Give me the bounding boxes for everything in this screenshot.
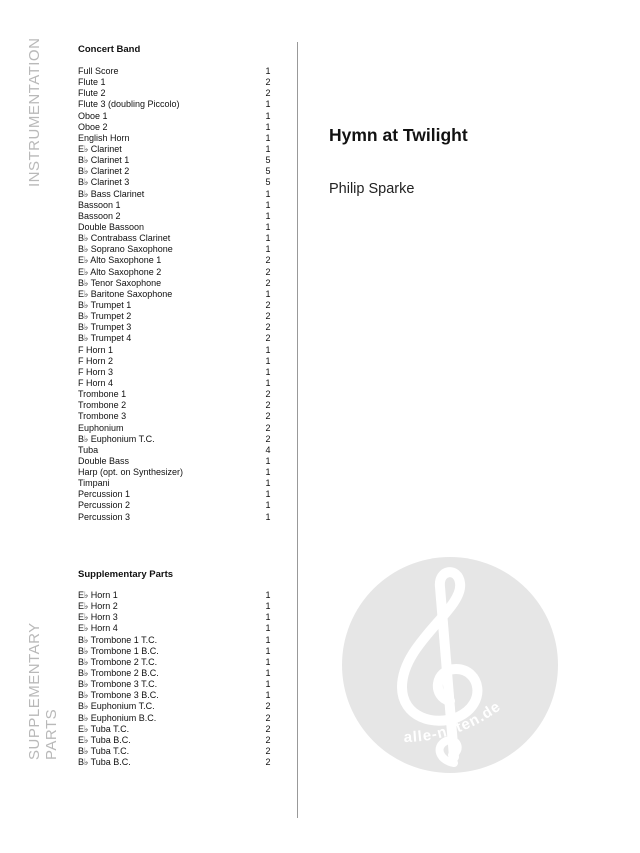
list-item <box>78 679 273 690</box>
instrument-name: Euphonium <box>78 422 124 433</box>
instrument-name: Trombone 3 <box>78 411 127 422</box>
instrumentation-label: INSTRUMENTATION <box>26 37 43 187</box>
list-item <box>78 646 273 657</box>
instrument-name: B♭ Euphonium B.C. <box>78 712 157 723</box>
instrument-name: Percussion 2 <box>78 500 131 511</box>
instrument-name: E♭ Horn 3 <box>78 612 118 623</box>
part-quantity: 2 <box>265 433 271 444</box>
composer-name: Philip Sparke <box>329 181 415 197</box>
list-item <box>78 701 273 712</box>
instrument-name: Percussion 3 <box>78 511 131 522</box>
instrument-name: E♭ Alto Saxophone 2 <box>78 266 162 277</box>
part-quantity: 1 <box>265 244 271 255</box>
list-item <box>78 189 273 200</box>
list-item <box>78 378 273 389</box>
part-quantity: 1 <box>265 623 271 634</box>
instrument-name: B♭ Trombone 1 T.C. <box>78 634 158 645</box>
instrument-name: B♭ Trumpet 2 <box>78 311 132 322</box>
part-quantity: 2 <box>265 77 271 88</box>
instrument-name: B♭ Tuba T.C. <box>78 745 130 756</box>
instrument-name: F Horn 3 <box>78 366 114 377</box>
instrument-name: B♭ Soprano Saxophone <box>78 244 173 255</box>
part-quantity: 1 <box>265 110 271 121</box>
instrument-name: Full Score <box>78 66 119 76</box>
part-quantity: 1 <box>265 344 271 355</box>
watermark <box>342 557 558 773</box>
instrument-name: E♭ Clarinet <box>78 143 122 154</box>
list-item <box>78 267 273 278</box>
list-item <box>78 155 273 166</box>
instrument-name: Flute 2 <box>78 88 106 99</box>
part-quantity: 2 <box>265 712 271 723</box>
instrument-name: Harp (opt. on Synthesizer) <box>78 467 184 478</box>
instrument-name: Flute 1 <box>78 77 106 88</box>
list-item <box>78 289 273 300</box>
instrument-name: Oboe 1 <box>78 110 108 121</box>
list-item <box>78 635 273 646</box>
list-item <box>78 144 273 155</box>
part-quantity: 2 <box>265 723 271 734</box>
instrument-name: B♭ Euphonium T.C. <box>78 701 155 712</box>
concert-band-list <box>78 66 273 523</box>
part-quantity: 1 <box>265 667 271 678</box>
instrument-name: Flute 3 (doubling Piccolo) <box>78 99 180 110</box>
part-quantity: 1 <box>265 634 271 645</box>
instrument-name: B♭ Tuba B.C. <box>78 757 131 768</box>
list-item <box>78 434 273 445</box>
instrument-name: Timpani <box>78 478 110 489</box>
part-quantity: 1 <box>265 210 271 221</box>
concert-band-heading: Concert Band <box>78 44 141 55</box>
list-item <box>78 211 273 222</box>
list-item <box>78 400 273 411</box>
list-item <box>78 713 273 724</box>
list-item <box>78 500 273 511</box>
list-item <box>78 601 273 612</box>
list-item <box>78 423 273 434</box>
instrument-name: B♭ Trumpet 4 <box>78 333 132 344</box>
instrument-name: E♭ Tuba T.C. <box>78 723 130 734</box>
part-quantity: 1 <box>265 656 271 667</box>
instrument-name: E♭ Baritone Saxophone <box>78 288 173 299</box>
instrument-name: B♭ Euphonium T.C. <box>78 433 155 444</box>
instrument-name: B♭ Tenor Saxophone <box>78 277 162 288</box>
instrument-name: E♭ Horn 2 <box>78 601 118 612</box>
list-item <box>78 668 273 679</box>
part-quantity: 1 <box>265 511 271 522</box>
list-item <box>78 244 273 255</box>
part-quantity: 1 <box>265 188 271 199</box>
list-item <box>78 222 273 233</box>
piece-title: Hymn at Twilight <box>329 125 468 145</box>
part-quantity: 1 <box>265 377 271 388</box>
part-quantity: 1 <box>265 645 271 656</box>
list-item <box>78 333 273 344</box>
part-quantity: 1 <box>265 500 271 511</box>
instrument-name: Double Bass <box>78 455 130 466</box>
list-item <box>78 255 273 266</box>
part-quantity: 2 <box>265 266 271 277</box>
instrument-name: E♭ Alto Saxophone 1 <box>78 255 162 266</box>
list-item <box>78 657 273 668</box>
part-quantity: 1 <box>265 288 271 299</box>
list-item <box>78 122 273 133</box>
part-quantity: 1 <box>265 143 271 154</box>
part-quantity: 2 <box>265 322 271 333</box>
list-item <box>78 311 273 322</box>
list-item <box>78 88 273 99</box>
instrument-name: B♭ Trombone 1 B.C. <box>78 645 159 656</box>
part-quantity: 2 <box>265 255 271 266</box>
list-item <box>78 512 273 523</box>
list-item <box>78 623 273 634</box>
part-quantity: 2 <box>265 411 271 422</box>
instrument-name: B♭ Trombone 3 T.C. <box>78 679 158 690</box>
list-item <box>78 489 273 500</box>
list-item <box>78 735 273 746</box>
instrument-name: E♭ Tuba B.C. <box>78 734 131 745</box>
instrument-name: B♭ Clarinet 2 <box>78 166 130 177</box>
instrument-name: E♭ Horn 1 <box>78 590 118 600</box>
instrument-name: B♭ Trumpet 3 <box>78 322 132 333</box>
instrument-name: F Horn 2 <box>78 355 114 366</box>
list-item <box>78 77 273 88</box>
part-quantity: 2 <box>265 311 271 322</box>
list-item <box>78 757 273 768</box>
part-quantity: 1 <box>265 612 271 623</box>
list-item <box>78 278 273 289</box>
list-item <box>78 233 273 244</box>
list-item <box>78 322 273 333</box>
instrument-name: B♭ Clarinet 3 <box>78 177 130 188</box>
part-quantity: 2 <box>265 389 271 400</box>
part-quantity: 1 <box>265 601 271 612</box>
part-quantity: 5 <box>265 155 271 166</box>
part-quantity: 4 <box>265 444 271 455</box>
supplementary-parts-label: SUPPLEMENTARY PARTS <box>26 622 60 760</box>
part-quantity: 1 <box>265 366 271 377</box>
list-item <box>78 478 273 489</box>
instrument-name: Trombone 1 <box>78 389 127 400</box>
part-quantity: 2 <box>265 88 271 99</box>
instrument-name: B♭ Trombone 2 T.C. <box>78 656 158 667</box>
instrument-name: Bassoon 2 <box>78 210 121 221</box>
list-item <box>78 445 273 456</box>
list-item <box>78 590 273 601</box>
part-quantity: 1 <box>265 478 271 489</box>
part-quantity: 1 <box>265 467 271 478</box>
supplementary-parts-heading: Supplementary Parts <box>78 569 174 580</box>
list-item <box>78 724 273 735</box>
list-item <box>78 66 273 77</box>
list-item <box>78 411 273 422</box>
part-quantity: 2 <box>265 299 271 310</box>
part-quantity: 2 <box>265 734 271 745</box>
list-item <box>78 389 273 400</box>
part-quantity: 2 <box>265 757 271 768</box>
part-quantity: 1 <box>265 455 271 466</box>
instrument-name: Tuba <box>78 444 99 455</box>
instrument-name: B♭ Contrabass Clarinet <box>78 233 171 244</box>
instrument-name: B♭ Bass Clarinet <box>78 188 145 199</box>
instrument-name: B♭ Trumpet 1 <box>78 299 132 310</box>
instrument-name: E♭ Horn 4 <box>78 623 118 634</box>
instrument-name: B♭ Trombone 2 B.C. <box>78 667 159 678</box>
list-item <box>78 746 273 757</box>
part-quantity: 1 <box>265 590 271 600</box>
part-quantity: 1 <box>265 679 271 690</box>
supplementary-parts-list <box>78 590 273 768</box>
part-quantity: 1 <box>265 199 271 210</box>
part-quantity: 2 <box>265 277 271 288</box>
list-item <box>78 300 273 311</box>
list-item <box>78 456 273 467</box>
instrument-name: F Horn 1 <box>78 344 114 355</box>
list-item <box>78 612 273 623</box>
part-quantity: 2 <box>265 422 271 433</box>
list-item <box>78 133 273 144</box>
part-quantity: 1 <box>265 355 271 366</box>
instrument-name: B♭ Clarinet 1 <box>78 155 130 166</box>
part-quantity: 2 <box>265 701 271 712</box>
column-divider <box>297 42 298 818</box>
part-quantity: 1 <box>265 489 271 500</box>
instrument-name: F Horn 4 <box>78 377 114 388</box>
part-quantity: 1 <box>265 121 271 132</box>
instrument-name: English Horn <box>78 132 130 143</box>
part-quantity: 1 <box>265 99 271 110</box>
part-quantity: 2 <box>265 400 271 411</box>
part-quantity: 1 <box>265 66 271 76</box>
list-item <box>78 690 273 701</box>
list-item <box>78 367 273 378</box>
instrument-name: Trombone 2 <box>78 400 127 411</box>
instrument-name: Double Bassoon <box>78 221 145 232</box>
list-item <box>78 99 273 110</box>
part-quantity: 1 <box>265 132 271 143</box>
list-item <box>78 345 273 356</box>
list-item <box>78 177 273 188</box>
part-quantity: 5 <box>265 177 271 188</box>
part-quantity: 2 <box>265 745 271 756</box>
list-item <box>78 356 273 367</box>
instrument-name: Oboe 2 <box>78 121 108 132</box>
part-quantity: 1 <box>265 221 271 232</box>
part-quantity: 1 <box>265 233 271 244</box>
part-quantity: 2 <box>265 333 271 344</box>
watermark-text: alle-noten.de <box>403 697 505 747</box>
part-quantity: 5 <box>265 166 271 177</box>
list-item <box>78 467 273 478</box>
instrument-name: Percussion 1 <box>78 489 131 500</box>
list-item <box>78 166 273 177</box>
list-item <box>78 111 273 122</box>
list-item <box>78 200 273 211</box>
instrument-name: Bassoon 1 <box>78 199 121 210</box>
part-quantity: 1 <box>265 690 271 701</box>
instrument-name: B♭ Trombone 3 B.C. <box>78 690 159 701</box>
